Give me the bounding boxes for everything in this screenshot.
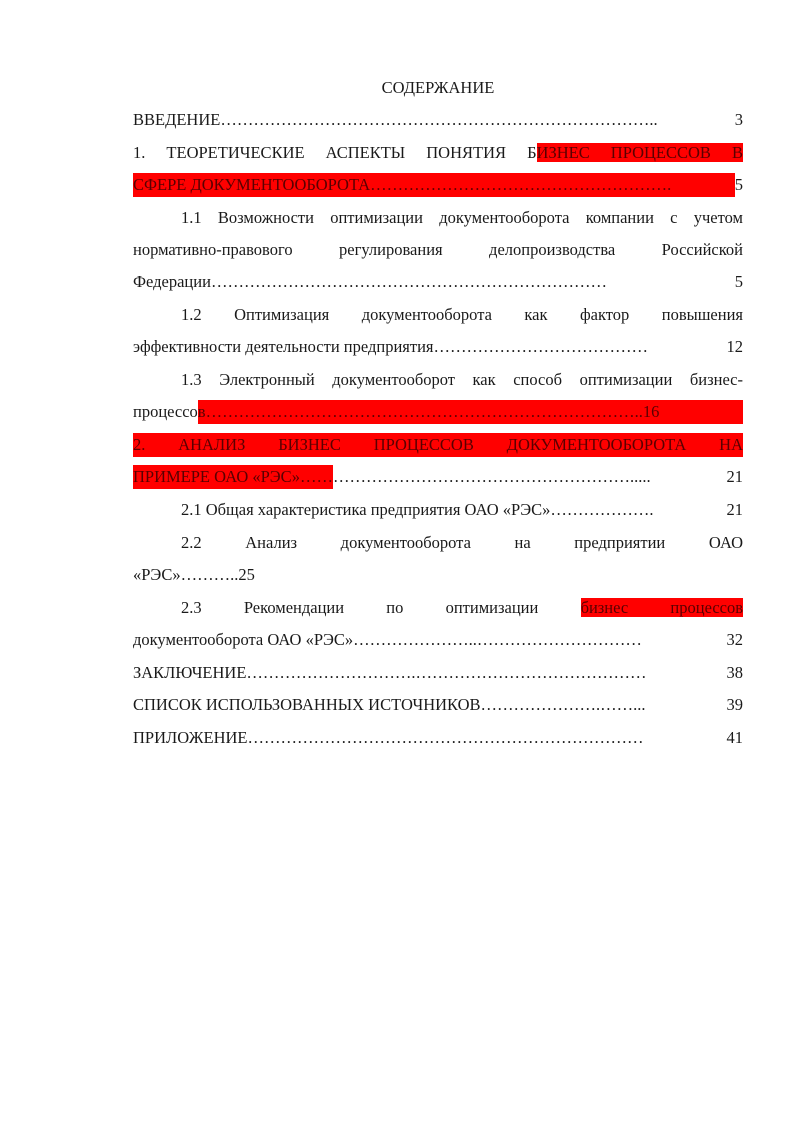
- toc-entry-2-2-line1[interactable]: 2.2 Анализ документооборота на предприятии ОАО: [181, 533, 743, 552]
- leader-dots: ……………………………………………………………………..: [220, 110, 658, 129]
- leader-dots: …………………………………: [433, 337, 648, 356]
- toc-entry-2-3-line1[interactable]: [133, 596, 743, 620]
- toc-entry-1-3-line1[interactable]: 1.3 Электронный документооборот как способ оптимизации бизнес-: [181, 370, 743, 389]
- toc-entry-label: 2.1 Общая характеристика предприятия ОАО «РЭС»: [181, 500, 551, 519]
- highlighted-text: ПРИМЕРЕ ОАО «РЭС»……: [133, 465, 333, 489]
- toc-title: СОДЕРЖАНИЕ: [381, 78, 495, 97]
- highlighted-text: бизнес процессов: [580, 598, 744, 617]
- toc-entry-2-1[interactable]: [133, 498, 743, 522]
- toc-entry-intro[interactable]: [133, 108, 743, 132]
- toc-entry-label: ЗАКЛЮЧЕНИЕ: [133, 663, 247, 682]
- toc-entry-1-1-line2[interactable]: нормативно-правового регулирования делопроизводства Российской: [133, 240, 743, 259]
- leader-dots: …………………..…………………………: [353, 630, 642, 649]
- toc-entry-1-2-line2[interactable]: [133, 335, 743, 359]
- toc-entry-label: Федерации: [133, 272, 211, 291]
- toc-entry-label: ВВЕДЕНИЕ: [133, 110, 221, 129]
- page-number: 3: [734, 110, 743, 129]
- toc-entry-2-3-line2[interactable]: [133, 628, 743, 652]
- toc-entry-text: 2.3 Рекомендации по оптимизации: [181, 598, 539, 617]
- toc-entry-label: документооборота ОАО «РЭС»: [133, 630, 354, 649]
- highlighted-text: в……………………………………………………………………..16: [198, 400, 743, 424]
- toc-entry-1-3-line2[interactable]: [133, 400, 743, 424]
- toc-entry-2-2-line2[interactable]: «РЭС»………..25: [133, 565, 255, 584]
- leader-dots: ………………….……...: [480, 695, 646, 714]
- toc-entry-text: 1. ТЕОРЕТИЧЕСКИЕ АСПЕКТЫ ПОНЯТИЯ Б: [133, 143, 537, 162]
- toc-entry-chapter1-line1[interactable]: [133, 141, 743, 165]
- leader-dots: ………………………………………………………………: [210, 272, 607, 291]
- toc-entry-1-1-line3[interactable]: [133, 270, 743, 294]
- page-number: 5: [734, 175, 743, 194]
- toc-entry-label: эффективности деятельности предприятия: [133, 337, 434, 356]
- toc-entry-1-1-line1[interactable]: 1.1 Возможности оптимизации документооборота компании с учетом: [181, 208, 743, 227]
- toc-entry-appendix[interactable]: [133, 726, 743, 750]
- page-number: 41: [726, 728, 743, 747]
- toc-entry-label: процессо: [133, 402, 198, 421]
- toc-entry-references[interactable]: [133, 693, 743, 717]
- leader-dots: ………………………….……………………………………: [246, 663, 647, 682]
- toc-entry-label: СПИСОК ИСПОЛЬЗОВАННЫХ ИСТОЧНИКОВ: [133, 695, 481, 714]
- toc-entry-chapter2-line1[interactable]: 2. АНАЛИЗ БИЗНЕС ПРОЦЕССОВ ДОКУМЕНТООБОРОТА НА: [133, 433, 743, 457]
- page-number: 5: [734, 272, 743, 291]
- toc-entry-conclusion[interactable]: [133, 661, 743, 685]
- page-number: 38: [726, 663, 743, 682]
- page-number: 21: [726, 500, 743, 519]
- page-number: 21: [726, 467, 743, 486]
- toc-entry-chapter2-line2[interactable]: [133, 465, 743, 489]
- page-number: 12: [726, 337, 743, 356]
- leader-dots: ……………….: [550, 500, 654, 519]
- toc-entry-label: ПРИЛОЖЕНИЕ: [133, 728, 248, 747]
- page-number: 39: [726, 695, 743, 714]
- leader-dots: ………………………………………………………………: [247, 728, 644, 747]
- page-number: 32: [726, 630, 743, 649]
- toc-entry-chapter1-line2[interactable]: [133, 173, 743, 197]
- toc-entry-1-2-line1[interactable]: 1.2 Оптимизация документооборота как фактор повышения: [181, 305, 743, 324]
- leader-dots: ……………………………………………….....: [332, 467, 651, 486]
- highlighted-text: ИЗНЕС ПРОЦЕССОВ В: [536, 143, 743, 162]
- highlighted-text: СФЕРЕ ДОКУМЕНТООБОРОТА……………………………………………….: [133, 173, 735, 197]
